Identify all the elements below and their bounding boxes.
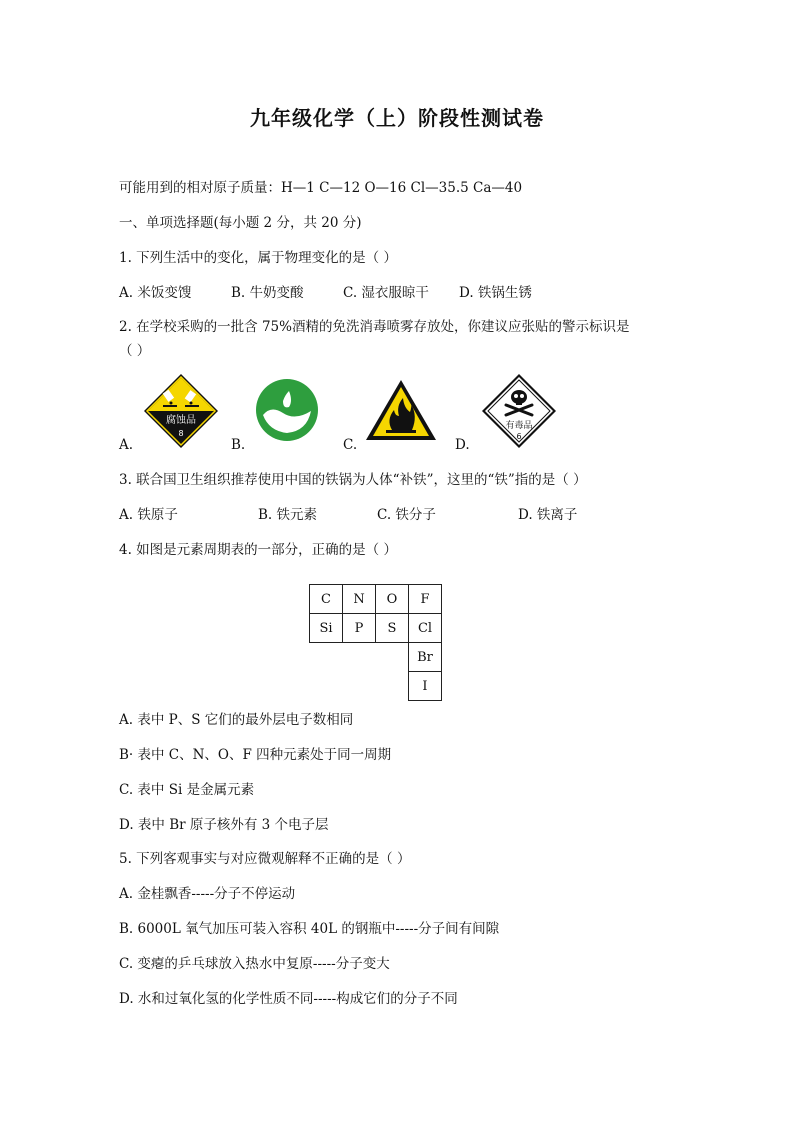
q5-option-b[interactable]: B. 6000L 氧气加压可装入容积 40L 的钢瓶中-----分子间有间隙 [119,921,500,937]
element-cell: Si [310,614,343,643]
corrosive-sign-text: 腐蚀品 [166,415,196,426]
q5-option-d[interactable]: D. 水和过氧化氢的化学性质不同-----构成它们的分子不同 [119,991,458,1007]
question-2-stem-cont: （ ） [119,343,151,359]
question-5-stem: 5. 下列客观事实与对应微观解释不正确的是（ ） [119,851,411,867]
q2-label-c[interactable]: C. [343,437,358,453]
question-1-options [119,284,532,302]
flammable-sign-icon [364,378,438,442]
element-cell: P [343,614,376,643]
question-3-stem: 3. 联合国卫生组织推荐使用中国的铁锅为人体“补铁”，这里的“铁”指的是（ ） [119,472,587,488]
q3-option-b[interactable]: B. 铁元素 [258,507,318,523]
element-cell: N [343,585,376,614]
toxic-sign-icon [481,373,557,449]
q2-label-a[interactable]: A. [119,437,134,453]
q4-option-a[interactable]: A. 表中 P、S 它们的最外层电子数相同 [119,712,354,728]
q1-option-b[interactable]: B. 牛奶变酸 [231,285,304,301]
toxic-sign-number: 6 [516,432,522,441]
atomic-masses: 可能用到的相对原子质量：H—1 C—12 O—16 Cl—35.5 Ca—40 [119,180,523,196]
question-2-stem: 2. 在学校采购的一批含 75%酒精的免洗消毒喷雾存放处，你建议应张贴的警示标识是 [119,319,630,335]
q1-option-d[interactable]: D. 铁锅生锈 [459,285,532,301]
question-4-stem: 4. 如图是元素周期表的一部分，正确的是（ ） [119,542,397,558]
q3-option-c[interactable]: C. 铁分子 [377,507,436,523]
empty-cell [310,643,343,672]
element-cell: Br [409,643,442,672]
element-cell: I [409,672,442,701]
q2-label-d[interactable]: D. [455,437,470,453]
q4-option-c[interactable]: C. 表中 Si 是金属元素 [119,782,255,798]
q3-option-a[interactable]: A. 铁原子 [119,507,178,523]
empty-cell [343,672,376,701]
element-cell: O [376,585,409,614]
corrosive-sign-number: 8 [178,429,184,438]
q2-label-b[interactable]: B. [231,437,246,453]
element-cell: Cl [409,614,442,643]
q5-option-c[interactable]: C. 变瘪的乒乓球放入热水中复原-----分子变大 [119,956,390,972]
q4-option-d[interactable]: D. 表中 Br 原子核外有 3 个电子层 [119,817,329,833]
water-saving-sign-icon [255,375,319,445]
section-heading: 一、单项选择题(每小题 2 分，共 20 分) [119,215,362,231]
corrosive-sign-icon [143,373,219,449]
element-cell: C [310,585,343,614]
empty-cell [343,643,376,672]
q4-option-b[interactable]: B· 表中 C、N、O、F 四种元素处于同一周期 [119,747,392,763]
page-title: 九年级化学（上）阶段性测试卷 [250,106,544,130]
element-cell: S [376,614,409,643]
empty-cell [310,672,343,701]
element-cell: F [409,585,442,614]
question-3-options [119,506,577,524]
question-1-stem: 1. 下列生活中的变化，属于物理变化的是（ ） [119,250,397,266]
empty-cell [376,672,409,701]
toxic-sign-text: 有毒品 [505,421,533,431]
empty-cell [376,643,409,672]
q3-option-d[interactable]: D. 铁离子 [518,507,578,523]
q1-option-c[interactable]: C. 湿衣服晾干 [343,285,429,301]
q1-option-a[interactable]: A. 米饭变馊 [119,285,192,301]
periodic-table-fragment [309,584,442,701]
q5-option-a[interactable]: A. 金桂飘香-----分子不停运动 [119,886,296,902]
